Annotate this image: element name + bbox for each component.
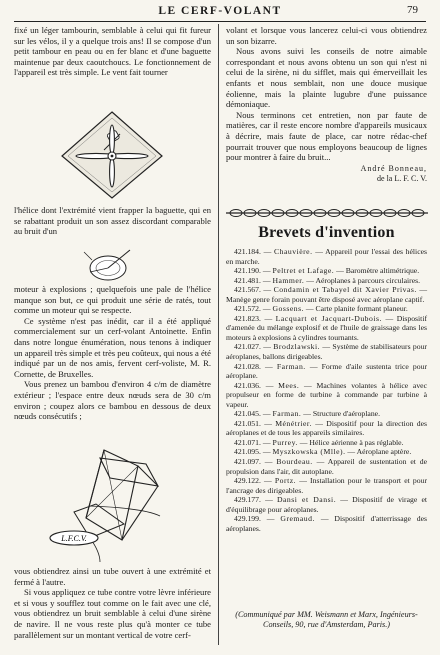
journal-title: LE CERF-VOLANT bbox=[158, 5, 282, 17]
signature-role: de la L. F. C. V. bbox=[377, 173, 427, 183]
patent-number: 421.184. bbox=[234, 247, 261, 256]
paragraph: vous obtiendrez ainsi un tube ouvert à une extrémité et fermé à l'autre. bbox=[14, 566, 211, 587]
patent-number: 421.045. bbox=[234, 409, 261, 419]
patent-entry: 421.572. — Gossens. — Carte planite formant planeur. bbox=[234, 304, 408, 314]
patent-number: 421.027. bbox=[234, 342, 261, 352]
patent-number: 429.177. bbox=[234, 495, 261, 505]
patent-entry: 421.567. — Condamin et Tabayel dit Xavier Privas. — Manège genre forain pouvant être disposé avec aéroplane captif. bbox=[226, 285, 428, 304]
patent-entry: 429.122. — Portz. — Installation pour le transport et pour l'ancrage des dirigeables. bbox=[226, 476, 428, 495]
patent-description: — Appareil pour l'essai des hélices en marche. bbox=[226, 247, 428, 266]
paragraph: Nous avons suivi les conseils de notre aimable correspondant et nous avons obtenu un son qui n'est ni celui de la sirène, ni du sifflet, mais qui émerveillait les enfants et nous semblait, non une douce musique éolienne, mais la plainte lugubre d'une puissance démoniaque. bbox=[226, 46, 427, 110]
patent-entry: 421.097. — Bourdeau. — Appareil de sustentation et de propulsion dans l'air, dit autoplane. bbox=[226, 457, 428, 476]
patent-entry: 421.184. — Chauvière. — Appareil pour l'essai des hélices en marche. bbox=[226, 247, 428, 266]
patent-number: 421.028. bbox=[234, 361, 261, 371]
patent-number: 421.823. bbox=[234, 313, 261, 323]
header-rule bbox=[14, 21, 426, 22]
patent-description: — Dispositif de virage et d'équilibrage pour aéroplanes. bbox=[226, 495, 428, 514]
patent-description: — Dispositif pour la direction des aéroplanes et de tous les appareils similaires. bbox=[226, 418, 427, 438]
patent-description: — Carte planite formant planeur. bbox=[305, 304, 408, 314]
patent-description: — Machines volantes à hélice avec propulseur en forme de turbine à commande par turbine à vapeur. bbox=[226, 380, 428, 409]
patent-entry: 421.028. — Farman. — Forme d'aile sustenta trice pour aéroplane. bbox=[226, 361, 428, 381]
propeller-drum-illustration bbox=[60, 110, 164, 200]
patent-entry: 421.190. — Peltret et Lafage. — Baromètre altimétrique. bbox=[234, 266, 420, 276]
section-title: Brevets d'invention bbox=[258, 224, 395, 241]
patent-description: — Hélice aérienne à pas réglable. bbox=[299, 437, 404, 447]
patent-holder: Peltret et Lafage. bbox=[272, 266, 335, 276]
patent-holder: Gremaud. bbox=[280, 514, 315, 524]
patent-list bbox=[226, 247, 427, 533]
patent-holder: Chauvière. bbox=[274, 247, 313, 256]
paragraph: l'hélice dont l'extrémité vient frapper la baguette, qui en se rabattant produit un son assez discordant comparable au bruit d'un bbox=[14, 205, 211, 237]
patent-description: — Appareil de sustentation et de propulsion dans l'air, dit autoplane. bbox=[226, 457, 428, 476]
patent-entry: 421.036. — Mees. — Machines volantes à hélice avec propulseur en forme de turbine à commande par turbine à vapeur. bbox=[226, 380, 428, 409]
patent-number: 421.071. bbox=[234, 437, 261, 447]
patent-description: — Structure d'aéroplane. bbox=[303, 409, 381, 419]
paragraph: moteur à explosions ; quelquefois une pale de l'hélice manque son but, ce qui produit une série de ratés, tout comme un moteur qui se respecte. bbox=[14, 284, 211, 316]
patent-description: — Forme d'aile sustenta trice pour aéroplane. bbox=[226, 361, 428, 381]
paragraph: Si vous appliquez ce tube contre votre lèvre inférieure et si vous y soufflez tout comme on le fait avec une clé, vous obtiendrez un bruit semblable à celui d'une sirène de navire. Il ne vous reste plus qu'à monter ce tube parallèlement sur un montant vertical de votre cerf- bbox=[14, 587, 211, 640]
patent-number: 421.190. bbox=[234, 266, 261, 276]
patent-holder: Portz. bbox=[274, 476, 297, 486]
left-column-body bbox=[14, 284, 211, 422]
patent-holder: Dansi et Dansi. bbox=[276, 495, 337, 505]
source-credit: (Communiqué par MM. Weismann et Marx, Ingénieurs-Conseils, 90, rue d'Amsterdam, Paris.) bbox=[235, 610, 418, 629]
patent-holder: Purrey. bbox=[272, 437, 298, 447]
left-column-mid bbox=[14, 205, 211, 237]
patent-description: — Installation pour le transport et pour l'ancrage des dirigeables. bbox=[226, 476, 428, 495]
patent-holder: Bourdeau. bbox=[276, 457, 313, 467]
left-column-top bbox=[14, 25, 211, 78]
patent-number: 429.199. bbox=[234, 514, 261, 524]
patent-description: — Dispositif d'amenée du mélange explosif et de l'huile de graissage dans les moteurs à explosions à cylindres tournants. bbox=[226, 313, 428, 342]
patent-description: — Baromètre altimétrique. bbox=[336, 266, 420, 276]
drum-wheel-illustration bbox=[82, 244, 136, 284]
right-column-top bbox=[226, 25, 427, 184]
signature-name: André Bonneau, bbox=[360, 163, 427, 173]
patent-holder: Mees. bbox=[278, 380, 300, 390]
patent-number: 421.572. bbox=[234, 304, 261, 314]
paragraph: Vous prenez un bambou d'environ 4 c/m de diamètre extérieur ; l'espace entre deux nœuds sera de 30 c/m environ ; coupez alors ce bambou en dessous de deux nœuds consécutifs ; bbox=[14, 379, 211, 422]
page-header bbox=[0, 0, 440, 26]
patent-holder: Lacquart et Jacquart-Dubois. bbox=[275, 313, 382, 323]
patent-number: 421.097. bbox=[234, 457, 261, 467]
page-number: 79 bbox=[407, 4, 418, 16]
patent-number: 421.036. bbox=[234, 380, 261, 390]
kite-tube-label: L.F.C.V. bbox=[61, 534, 87, 543]
patent-number: 421.051. bbox=[234, 418, 261, 428]
patent-description: — Système de stabilisateurs pour aéroplanes, ballons dirigeables. bbox=[226, 342, 427, 362]
patent-holder: Myszkowska (Mlle). bbox=[272, 447, 346, 457]
patent-holder: Brodzlawski. bbox=[273, 342, 321, 352]
patent-holder: Farman. bbox=[276, 361, 306, 371]
patent-entry: 421.027. — Brodzlawski. — Système de stabilisateurs pour aéroplanes, ballons dirigeables. bbox=[226, 342, 427, 362]
patent-number: 429.122. bbox=[234, 476, 261, 486]
left-column-bottom bbox=[14, 566, 211, 640]
decorative-divider bbox=[222, 207, 432, 219]
patent-holder: Gossens. bbox=[272, 304, 304, 314]
patent-holder: Hammer. bbox=[272, 275, 305, 285]
patent-description: — Dispositif d'atterrissage des aéroplanes. bbox=[226, 514, 428, 533]
signature bbox=[226, 164, 427, 184]
patent-entry: 421.481. — Hammer. — Aéroplanes à parcours circulaires. bbox=[234, 275, 421, 285]
paragraph: fixé un léger tambourin, semblable à celui qui fit fureur sur les vélos, il y a quelque trois ans! Il se compose d'un petit tambour en peau ou en fer blanc et d'une baguette maintenue par deux caoutchoucs. Le fonctionnement de l'appareil est très simple. Le vent fait tourner bbox=[14, 25, 211, 78]
patent-number: 421.481. bbox=[234, 275, 261, 285]
patent-entry: 421.051. — Ménétrier. — Dispositif pour la direction des aéroplanes et de tous les appareils similaires. bbox=[226, 418, 427, 438]
patent-entry: 421.095. — Myszkowska (Mlle). — Aéroplane aptère. bbox=[234, 447, 412, 457]
patent-entry: 429.199. — Gremaud. — Dispositif d'atterrissage des aéroplanes. bbox=[226, 514, 428, 533]
patent-description: — Aéroplane aptère. bbox=[347, 447, 412, 457]
paragraph: Ce système n'est pas inédit, car il a été appliqué commercialement sur un cerf-volant Antoinette. Enfin dans notre longue énumération, nous tenons à indiquer un appareil très simple et très peu coûteux, qui nous a été indiqué par un de nos amis, fervent cerf-voliste, M. R. Cornette, de Bruxelles. bbox=[14, 315, 211, 379]
patent-number: 421.095. bbox=[234, 447, 261, 457]
box-kite-illustration bbox=[34, 446, 184, 564]
patent-description: — Manège genre forain pouvant être disposé avec aéroplane captif. bbox=[226, 285, 428, 304]
patent-entry: 421.823. — Lacquart et Jacquart-Dubois. — Dispositif d'amenée du mélange explosif et de l'huile de graissage dans les moteurs à explosions à cylindres tournants. bbox=[226, 313, 428, 342]
patent-description: — Aéroplanes à parcours circulaires. bbox=[306, 275, 421, 285]
patent-holder: Farman. bbox=[272, 409, 302, 419]
patent-entry: 429.177. — Dansi et Dansi. — Dispositif de virage et d'équilibrage pour aéroplanes. bbox=[226, 495, 428, 514]
patent-holder: Ménétrier. bbox=[275, 418, 312, 428]
patent-holder: Condamin et Tabayel dit Xavier Privas. bbox=[273, 285, 417, 295]
paragraph: volant et lorsque vous lancerez celui-ci vous obtiendrez un son bizarre. bbox=[226, 25, 427, 46]
paragraph: Nous terminons cet entretien, non par faute de matières, car il reste encore nombre d'appareils musicaux à décrire, mais faute de place, car notre rédac-chef pourrait trouver que nous employons beaucoup de lignes pour montrer à faire du bruit... bbox=[226, 109, 427, 163]
patent-number: 421.567. bbox=[234, 285, 261, 295]
column-divider bbox=[218, 24, 219, 645]
patent-entry: 421.045. — Farman. — Structure d'aéroplane. bbox=[234, 409, 381, 419]
patent-entry: 421.071. — Purrey. — Hélice aérienne à pas réglable. bbox=[234, 437, 404, 447]
